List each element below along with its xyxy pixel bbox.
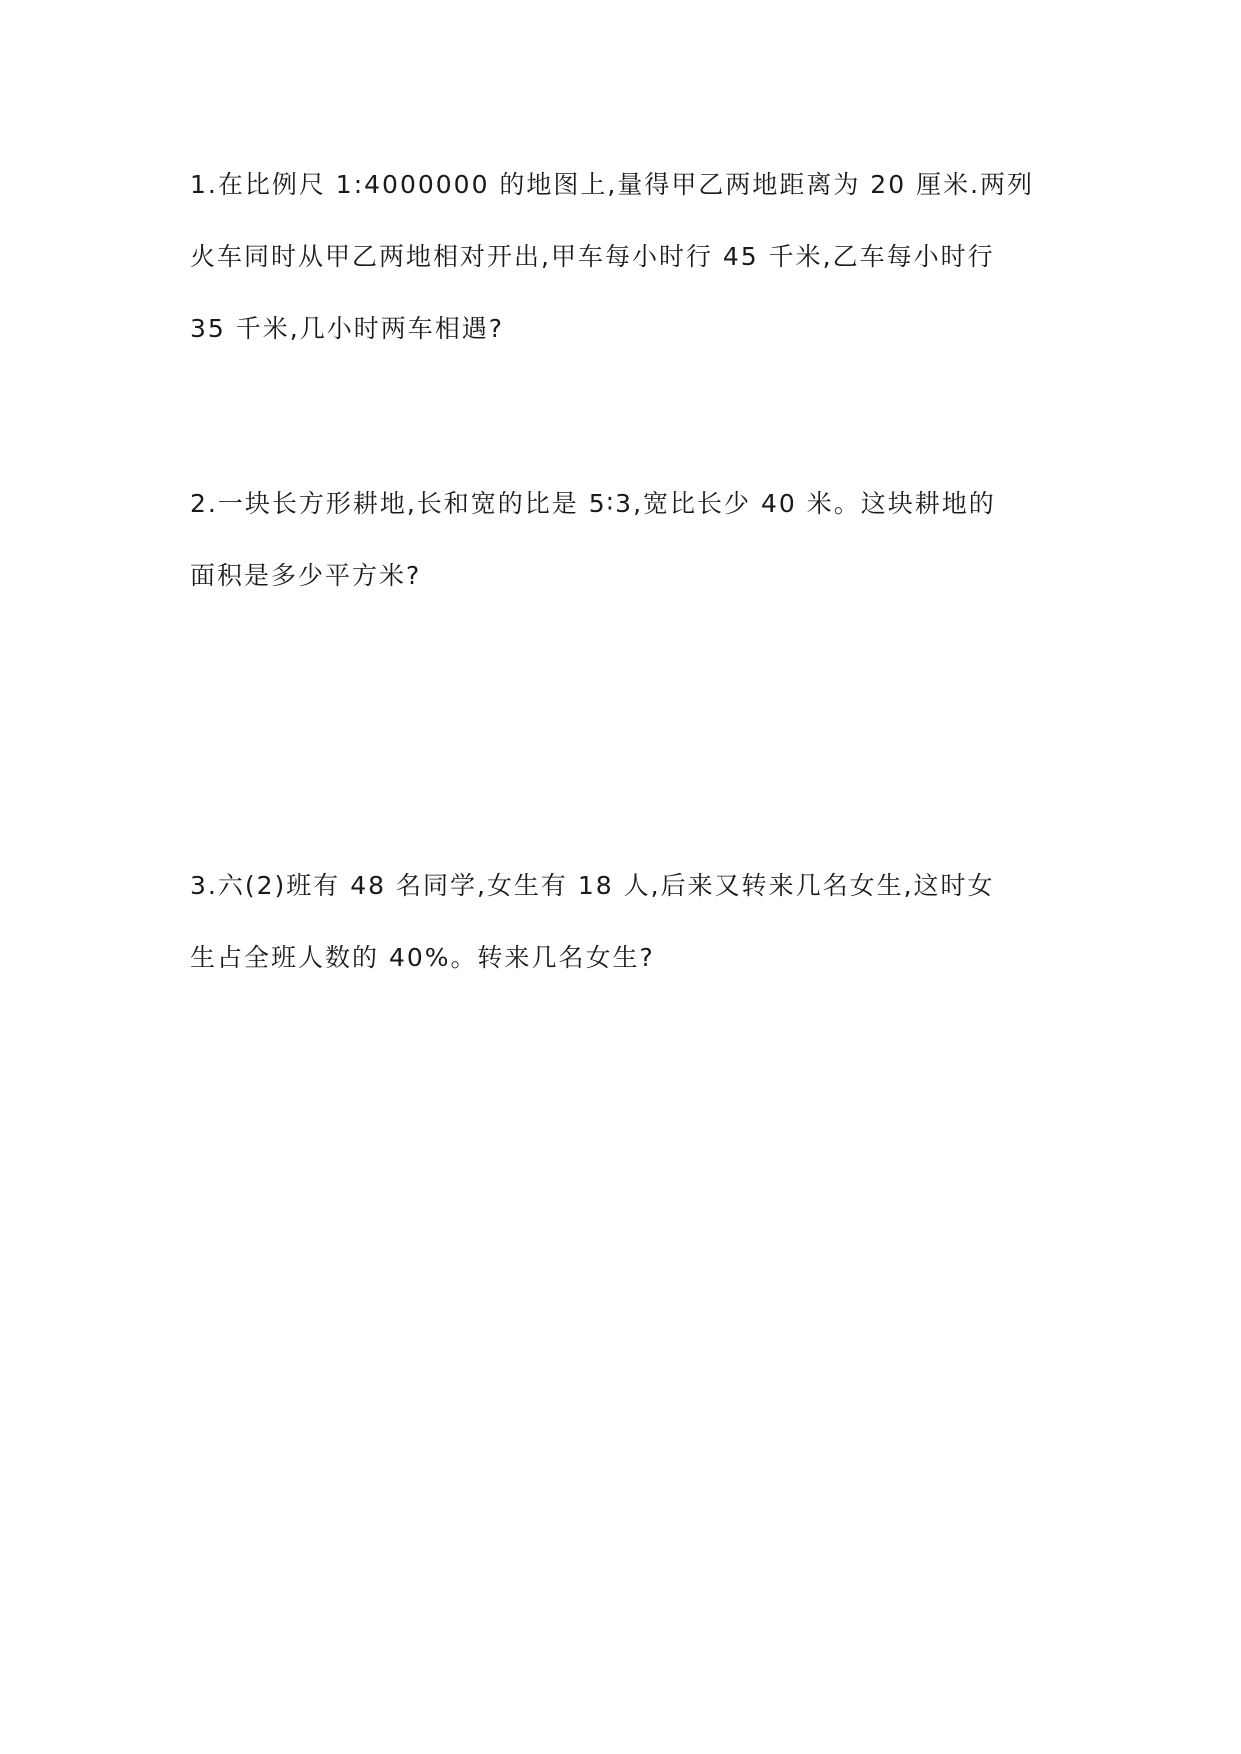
question-2-line-1: 2.一块长方形耕地,长和宽的比是 5∶3,宽比长少 40 米。这块耕地的 [190,489,996,518]
question-2 [190,468,1070,612]
question-3-line-1: 3.六(2)班有 48 名同学,女生有 18 人,后来又转来几名女生,这时女 [190,871,995,900]
question-1-line-1: 1.在比例尺 1:4000000 的地图上,量得甲乙两地距离为 20 厘米.两列 [190,170,1035,199]
question-2-line-2: 面积是多少平方米? [190,561,422,590]
question-1 [190,149,1070,365]
question-1-line-3: 35 千米,几小时两车相遇? [190,314,504,343]
question-1-line-2: 火车同时从甲乙两地相对开出,甲车每小时行 45 千米,乙车每小时行 [190,242,995,271]
question-3-line-2: 生占全班人数的 40%。转来几名女生? [190,943,655,972]
question-3 [190,850,1070,994]
